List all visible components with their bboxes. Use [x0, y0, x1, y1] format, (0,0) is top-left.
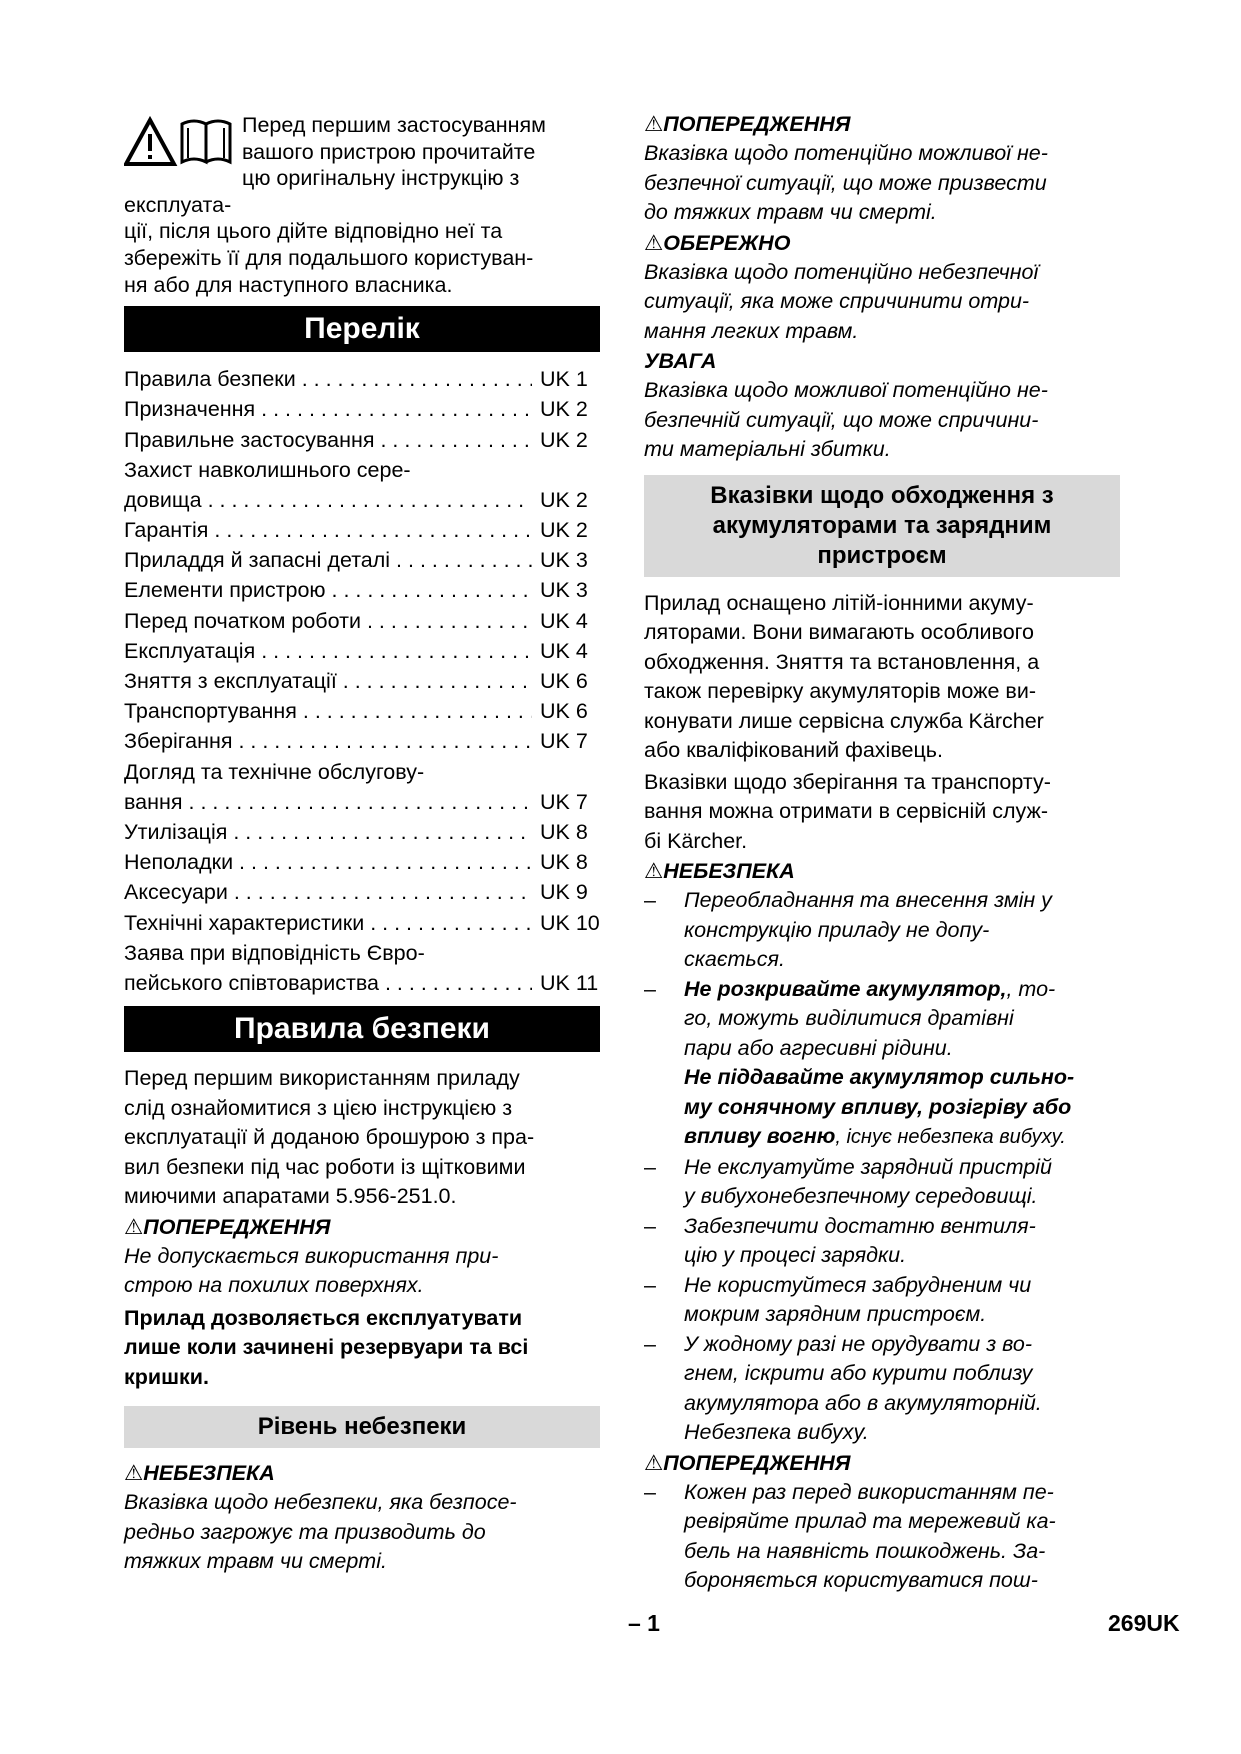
list-item: – Не екслуатуйте зарядний пристрій у вибухонебезпечному середовищі. [644, 1154, 1053, 1208]
toc-item[interactable]: Неполадки . . . UK 8 [124, 847, 600, 877]
safety-intro [124, 1064, 600, 1212]
table-of-contents [124, 364, 600, 998]
page-number: – 1 [628, 1610, 660, 1636]
toc-item[interactable]: Утилізація . . . UK 8 [124, 817, 600, 847]
warning-triangle-icon: ⚠ [644, 112, 664, 136]
list-item: – Забезпечити достатню вентиля- цію у процесі зарядки. [644, 1213, 1036, 1267]
warning-title: ⚠ПОПЕРЕДЖЕННЯ [124, 1214, 331, 1239]
warning-triangle-icon: ⚠ [644, 859, 664, 883]
intro-line: ції, після цього дійте відповідно неї та [124, 219, 503, 244]
toc-item[interactable]: Призначення . . . UK 2 [124, 394, 600, 424]
manual-book-icon [182, 121, 230, 162]
intro-line: цю оригінальну інструкцію з експлуата- [124, 166, 520, 217]
danger-title: ⚠НЕБЕЗПЕКА [644, 859, 795, 883]
list-item: – У жодному разі не орудувати з во- гнем, іскрити або курити поблизу акумулятора або в акумуляторній. Небезпека вибуху. [644, 1331, 1042, 1444]
toc-item[interactable]: Транспортування . . . UK 6 [124, 696, 600, 726]
warning-text: Вказівка щодо потенційно можливої не- безпечної ситуації, що може призвести до тяжких травм чи смерті. [644, 141, 1048, 224]
toc-item[interactable]: Зняття з експлуатації . . . UK 6 [124, 666, 600, 696]
battery-heading: Вказівки щодо обходження з акумуляторами та зарядним пристроєм [644, 475, 1120, 577]
intro-line: вашого пристрою прочитайте [242, 139, 536, 164]
attention-text: Вказівка щодо можливої потенційно не- безпечній ситуації, що може спричини- ти матеріальні збитки. [644, 378, 1048, 461]
toc-item[interactable]: Зберігання . . . UK 7 [124, 726, 600, 756]
safety-heading: Правила безпеки [124, 1006, 600, 1052]
caution-title: ⚠ОБЕРЕЖНО [644, 230, 791, 255]
warning-triangle-icon: ⚠ [124, 1214, 144, 1239]
intro-line: ня або для наступного власника. [124, 272, 453, 297]
toc-item-line1: Заява при відповідність Євро- [124, 940, 425, 965]
intro-line: Перед першим застосуванням [242, 113, 546, 137]
toc-item[interactable]: Аксесуари . . . UK 9 [124, 877, 600, 907]
warning-triangle-icon: ⚠ [124, 1461, 144, 1486]
danger-levels-heading: Рівень небезпеки [124, 1406, 600, 1448]
warning-triangle-icon [126, 120, 174, 164]
battery-paragraph: Вказівки щодо зберігання та транспорту- вання можна отримати в сервісній служ- бі Kärcher. [644, 769, 1051, 853]
toc-item[interactable]: довища . . . UK 2 [124, 485, 600, 515]
warning-title: ⚠ПОПЕРЕДЖЕННЯ [644, 1450, 851, 1475]
toc-item[interactable]: Правильне застосування . . . UK 2 [124, 425, 600, 455]
safety-intro-line: вил безпеки під час роботи із щітковими [124, 1154, 526, 1179]
toc-item[interactable]: Правила безпеки . . . UK 1 [124, 364, 600, 394]
danger-text: Вказівка щодо небезпеки, яка безпосе- редньо загрожує та призводить до тяжких травм чи смерті. [124, 1490, 517, 1574]
safety-intro-line: Перед першим використанням приладу [124, 1066, 520, 1091]
bold-notice: Прилад дозволяється експлуатувати лише коли зачинені резервуари та всі кришки. [124, 1305, 529, 1389]
toc-item[interactable]: Приладдя й запасні деталі . . . UK 3 [124, 545, 600, 575]
left-column [124, 112, 600, 1577]
warning-triangle-icon: ⚠ [644, 1450, 664, 1475]
list-item: – Переобладнання та внесення змін у конструкцію приладу не допу- скається. [644, 888, 1052, 971]
warning-text: Не допускається використання при- строю на похилих поверхнях. [124, 1243, 499, 1298]
intro-notice [124, 112, 600, 298]
toc-item[interactable]: Перед початком роботи . . . UK 4 [124, 606, 600, 636]
toc-item[interactable]: вання . . . UK 7 [124, 787, 600, 817]
right-column [644, 112, 1120, 1596]
toc-item[interactable]: пейського співтовариства . . . UK 11 [124, 968, 600, 998]
caution-text: Вказівка щодо потенційно небезпечної ситуації, яка може спричинити отри- мання легких травм. [644, 259, 1039, 343]
list-item: – Не користуйтеся забрудненим чи мокрим зарядним пристроєм. [644, 1272, 1032, 1326]
danger-title: ⚠НЕБЕЗПЕКА [124, 1461, 275, 1486]
toc-item-line1: Догляд та технічне обслугову- [124, 759, 425, 784]
toc-item[interactable]: Гарантія . . . UK 2 [124, 515, 600, 545]
toc-item[interactable]: Експлуатація . . . UK 4 [124, 636, 600, 666]
intro-line: збережіть її для подальшого користуван- [124, 245, 534, 270]
warning-title: ⚠ПОПЕРЕДЖЕННЯ [644, 112, 851, 136]
toc-item[interactable]: Елементи пристрою . . . UK 3 [124, 575, 600, 605]
safety-intro-line: експлуатації й доданою брошурою з пра- [124, 1125, 535, 1150]
toc-heading: Перелік [124, 306, 600, 352]
safety-intro-line: миючими апаратами 5.956-251.0. [124, 1184, 457, 1209]
page-code: 269UK [1108, 1610, 1180, 1636]
safety-intro-line: слід ознайомитися з цією інструкцією з [124, 1095, 513, 1120]
attention-title: УВАГА [644, 349, 717, 373]
battery-paragraph: Прилад оснащено літій-іонними акуму- ляторами. Вони вимагають особливого обходження. Зняття та встановлення, а також перевірку акумуляторів може ви- конувати лише сервісна служба Kärcher або кваліфікований фахівець. [644, 590, 1044, 762]
intro-icons [124, 114, 236, 168]
toc-item-line1: Захист навколишнього сере- [124, 457, 411, 482]
warning-triangle-icon: ⚠ [644, 230, 664, 255]
list-item: – Кожен раз перед використанням пе- ревіряйте прилад та мережевий ка- бель на наявність пошкоджень. За- бороняється користуватися пош- [644, 1479, 1056, 1592]
toc-item[interactable]: Технічні характеристики . . . UK 10 [124, 908, 600, 938]
list-item: – Не розкривайте акумулятор,, то- го, можуть виділитися дратівні пари або агресивні рідини. Не піддавайте акумулятор сильно- му сонячному впливу, розігріву або впливу вогню, існує небезпека вибуху. [644, 976, 1075, 1148]
